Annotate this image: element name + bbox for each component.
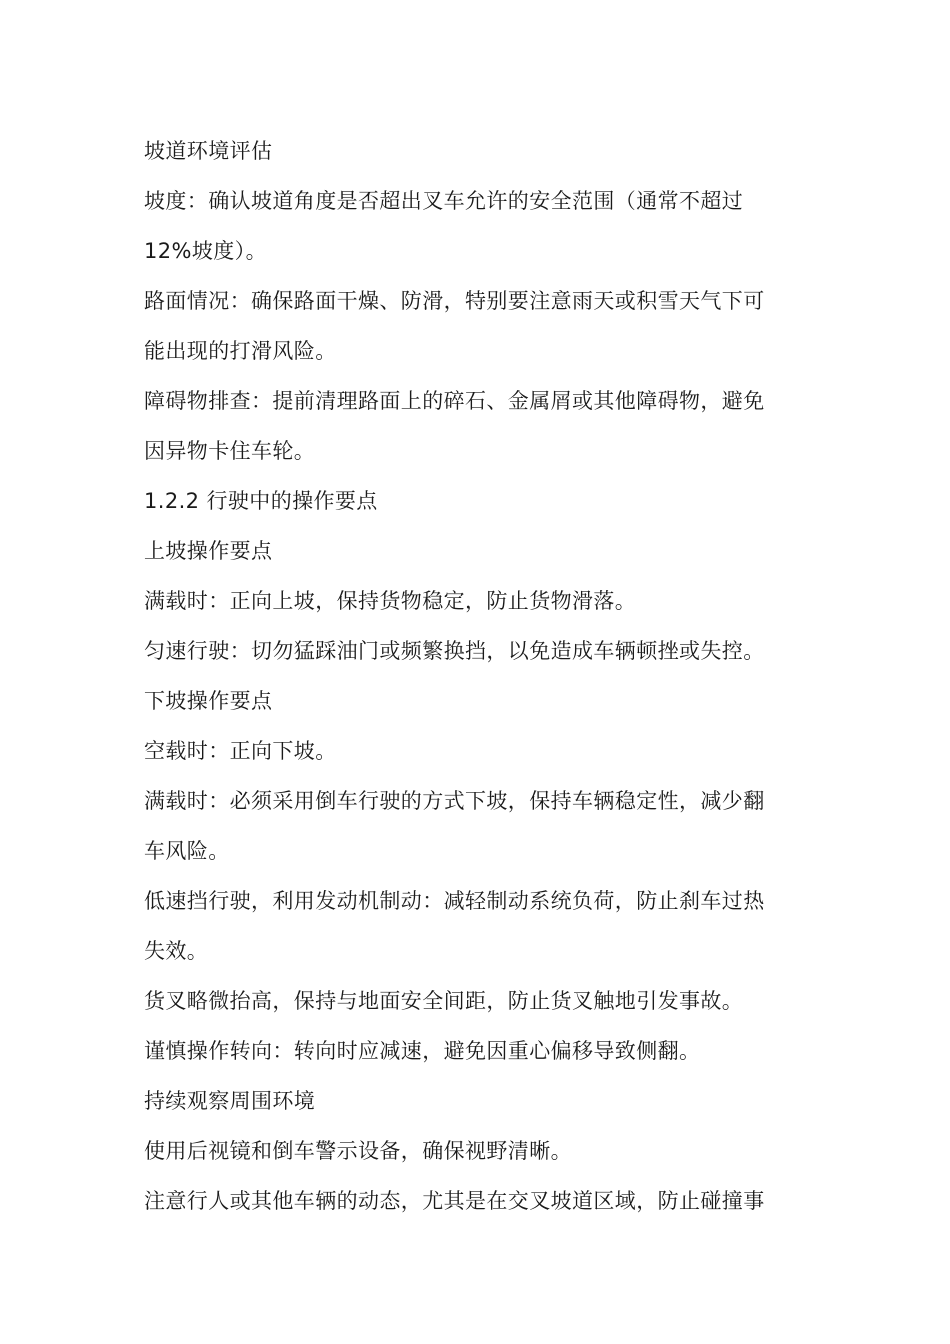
paragraph-fork-height: 货叉略微抬高，保持与地面安全间距，防止货叉触地引发事故。: [144, 989, 744, 1013]
paragraph-mirrors: 使用后视镜和倒车警示设备，确保视野清晰。: [144, 1139, 572, 1163]
paragraph-road-surface-cont: 能出现的打滑风险。: [144, 339, 337, 363]
paragraph-low-gear: 低速挡行驶，利用发动机制动：减轻制动系统负荷，防止刹车过热: [144, 889, 765, 913]
paragraph-obstacles-cont: 因异物卡住车轮。: [144, 439, 316, 463]
paragraph-slope-cont: 12%坡度）。: [144, 239, 267, 263]
paragraph-full-load-uphill: 满载时：正向上坡，保持货物稳定，防止货物滑落。: [144, 589, 637, 613]
paragraph-constant-speed: 匀速行驶：切勿猛踩油门或频繁换挡，以免造成车辆顿挫或失控。: [144, 639, 765, 663]
section-heading-1-2-2: 1.2.2 行驶中的操作要点: [144, 489, 378, 513]
paragraph-full-load-downhill: 满载时：必须采用倒车行驶的方式下坡，保持车辆稳定性，减少翻: [144, 789, 765, 813]
document-body: [144, 126, 814, 1226]
paragraph-road-surface: 路面情况：确保路面干燥、防滑，特别要注意雨天或积雪天气下可: [144, 289, 765, 313]
paragraph-low-gear-cont: 失效。: [144, 939, 209, 963]
subheading-downhill: 下坡操作要点: [144, 689, 273, 713]
section-heading-ramp-assessment: 坡道环境评估: [144, 139, 273, 163]
paragraph-steering: 谨慎操作转向：转向时应减速，避免因重心偏移导致侧翻。: [144, 1039, 701, 1063]
subheading-observe: 持续观察周围环境: [144, 1089, 316, 1113]
paragraph-pedestrians: 注意行人或其他车辆的动态，尤其是在交叉坡道区域，防止碰撞事: [144, 1189, 765, 1213]
subheading-uphill: 上坡操作要点: [144, 539, 273, 563]
paragraph-full-load-downhill-cont: 车风险。: [144, 839, 230, 863]
paragraph-obstacles: 障碍物排查：提前清理路面上的碎石、金属屑或其他障碍物，避免: [144, 389, 765, 413]
paragraph-empty-downhill: 空载时：正向下坡。: [144, 739, 337, 763]
paragraph-slope: 坡度：确认坡道角度是否超出叉车允许的安全范围（通常不超过: [144, 189, 744, 213]
